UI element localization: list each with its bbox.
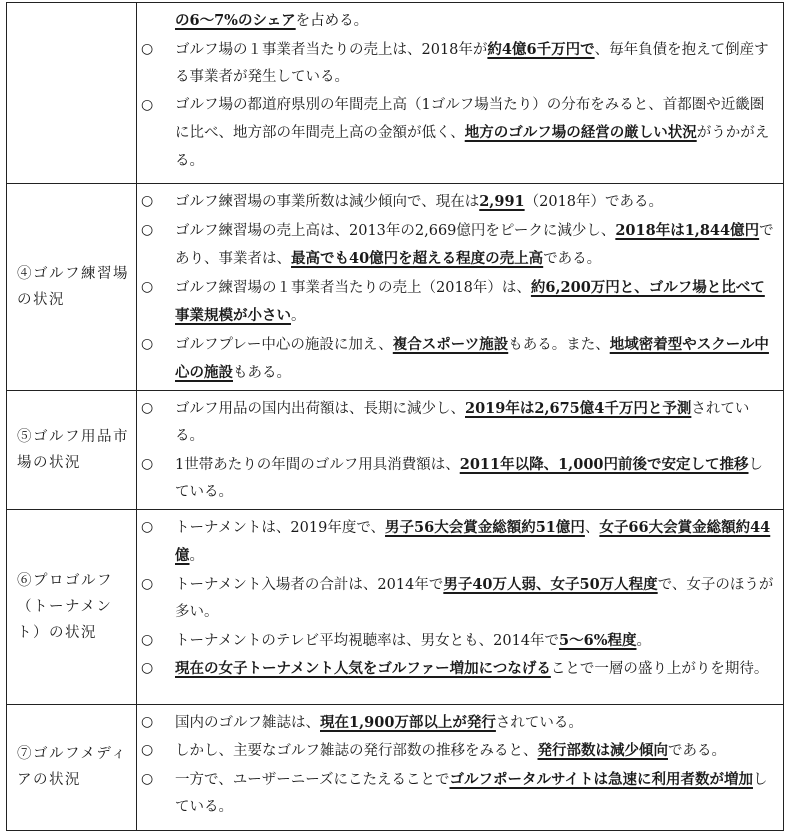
list-item-text bbox=[175, 188, 775, 217]
plain-text: がうかがえる。 bbox=[175, 125, 770, 169]
list-item bbox=[141, 395, 775, 451]
emphasis-text: 現在1,900万部以上が発行 bbox=[320, 713, 496, 731]
list-item-text bbox=[175, 766, 775, 822]
section-body-cell bbox=[137, 390, 784, 509]
list-item-text bbox=[175, 571, 775, 627]
golf-industry-table bbox=[6, 2, 784, 831]
plain-text: で、女子のほうが多い。 bbox=[175, 576, 774, 620]
section-row bbox=[7, 509, 784, 704]
plain-text: である。 bbox=[543, 251, 602, 267]
plain-text: ことで一層の盛り上がりを期待。 bbox=[550, 661, 769, 677]
emphasis-text: 地方のゴルフ場の経営の厳しい状況 bbox=[464, 124, 697, 141]
list-item bbox=[141, 451, 775, 507]
section-category-cell bbox=[7, 390, 137, 509]
plain-text: であり、事業者は、 bbox=[175, 222, 774, 267]
emphasis-text: 地域密着型やスクール中心の施設 bbox=[175, 335, 769, 381]
emphasis-text: 5〜6%程度 bbox=[559, 631, 637, 649]
list-item-text bbox=[175, 331, 775, 388]
plain-text: である。 bbox=[668, 743, 726, 759]
list-item-text bbox=[175, 709, 775, 738]
plain-text: されている。 bbox=[495, 714, 583, 731]
plain-text: ゴルフ場の都道府県別の年間売上高（1ゴルフ場当たり）の分布をみると、首都圏や近畿圏に比べ、地方部の年間売上高の金額が低く、 bbox=[175, 96, 765, 141]
emphasis-text: 2019年は2,675億4千万円と予測 bbox=[465, 399, 692, 417]
plain-text: を占める。 bbox=[295, 13, 369, 29]
emphasis-text: 男子56大会賞金総額約51億円 bbox=[385, 518, 585, 536]
plain-text: ゴルフ練習場の売上高は、2013年の2,669億円をピークに減少し、 bbox=[175, 222, 616, 239]
emphasis-text: 男子40万人弱、女子50万人程度 bbox=[443, 575, 658, 593]
plain-text: ゴルフ練習場の１事業者当たりの売上（2018年）は、 bbox=[175, 279, 531, 296]
plain-text: ゴルフプレー中心の施設に加え、 bbox=[175, 336, 393, 353]
list-item bbox=[141, 571, 775, 627]
bullet-circle-icon: ○ bbox=[141, 221, 154, 238]
emphasis-text: 2,991 bbox=[479, 193, 525, 210]
emphasis-text: 女子66大会賞金総額約44億 bbox=[175, 518, 771, 564]
list-item bbox=[141, 737, 775, 766]
plain-text: ゴルフ場の１事業者当たりの売上は、2018年が bbox=[175, 41, 488, 58]
list-item bbox=[141, 655, 775, 684]
section-category-cell bbox=[7, 184, 137, 391]
list-item bbox=[141, 188, 775, 217]
plain-text: 一方で、ユーザーニーズにこたえることで bbox=[175, 771, 450, 788]
section-category-cell bbox=[7, 509, 137, 704]
bullet-circle-icon: ○ bbox=[141, 742, 154, 758]
plain-text: 1世帯あたりの年間のゴルフ用具消費額は、 bbox=[175, 456, 460, 473]
section-category-label: ⑦ゴルフメディアの状況 bbox=[17, 746, 128, 788]
list-item bbox=[141, 766, 775, 822]
emphasis-text: 複合スポーツ施設 bbox=[392, 335, 509, 353]
list-item bbox=[141, 92, 775, 176]
plain-text: （2018年）である。 bbox=[524, 194, 664, 210]
list-item bbox=[141, 514, 775, 571]
section-body-cell bbox=[137, 184, 784, 391]
plain-text: 。 bbox=[291, 308, 306, 324]
plain-text: トーナメントのテレビ平均視聴率は、男女とも、2014年で bbox=[175, 632, 560, 649]
section-category-label: ④ゴルフ練習場の状況 bbox=[17, 265, 129, 308]
list-item-text bbox=[175, 92, 775, 176]
list-item bbox=[141, 7, 775, 36]
list-item bbox=[141, 274, 775, 331]
plain-text: 、毎年負債を抱えて倒産する事業者が発生している。 bbox=[175, 41, 769, 85]
plain-text: しかし、主要なゴルフ雑誌の発行部数の推移をみると、 bbox=[175, 743, 538, 759]
section-row bbox=[7, 3, 784, 184]
list-item bbox=[141, 36, 775, 92]
section-category-cell bbox=[7, 3, 137, 184]
list-item-text bbox=[175, 737, 775, 766]
plain-text: ゴルフ練習場の事業所数は減少傾向で、現在は bbox=[175, 194, 480, 210]
bullet-circle-icon: ○ bbox=[141, 770, 154, 787]
plain-text: されている。 bbox=[175, 400, 750, 444]
emphasis-text: 約4億6千万円で bbox=[487, 40, 595, 58]
plain-text: 。 bbox=[636, 632, 651, 649]
bullet-circle-icon: ○ bbox=[141, 278, 154, 295]
list-item-text bbox=[175, 217, 775, 274]
emphasis-text: の6〜7%のシェア bbox=[175, 12, 296, 29]
list-item-text bbox=[175, 514, 775, 571]
plain-text: ゴルフ用品の国内出荷額は、長期に減少し、 bbox=[175, 400, 465, 417]
list-item-text bbox=[175, 451, 775, 507]
list-item-text bbox=[175, 627, 775, 656]
bullet-circle-icon: ○ bbox=[141, 193, 154, 209]
emphasis-text: 現在の女子トーナメント人気をゴルファー増加につなげる bbox=[175, 660, 551, 677]
plain-text: 国内のゴルフ雑誌は、 bbox=[175, 714, 320, 731]
list-item bbox=[141, 217, 775, 274]
section-body-cell bbox=[137, 509, 784, 704]
section-row bbox=[7, 184, 784, 391]
bullet-circle-icon: ○ bbox=[141, 40, 154, 57]
emphasis-text: 2018年は1,844億円 bbox=[615, 221, 760, 239]
bullet-circle-icon: ○ bbox=[141, 399, 154, 416]
section-row bbox=[7, 704, 784, 830]
section-row bbox=[7, 390, 784, 509]
list-item bbox=[141, 709, 775, 738]
list-item bbox=[141, 627, 775, 656]
list-item-text bbox=[175, 655, 775, 684]
plain-text: もある。 bbox=[233, 365, 291, 381]
plain-text: している。 bbox=[175, 771, 768, 815]
bullet-circle-icon: ○ bbox=[141, 518, 154, 535]
emphasis-text: 最高でも40億円を超える程度の売上高 bbox=[291, 250, 544, 267]
list-item-text bbox=[141, 7, 775, 36]
bullet-circle-icon: ○ bbox=[141, 631, 154, 648]
bullet-circle-icon: ○ bbox=[141, 575, 154, 592]
plain-text: トーナメントは、2019年度で、 bbox=[175, 519, 386, 536]
section-body-cell bbox=[137, 3, 784, 184]
section-category-label: ⑤ゴルフ用品市場の状況 bbox=[17, 428, 129, 471]
list-item-text bbox=[175, 274, 775, 331]
emphasis-text: 約6,200万円と、ゴルフ場と比べて事業規模が小さい bbox=[175, 278, 765, 324]
list-item-text bbox=[175, 395, 775, 451]
section-body-cell bbox=[137, 704, 784, 830]
emphasis-text: 2011年以降、1,000円前後で安定して推移 bbox=[459, 455, 749, 473]
bullet-circle-icon: ○ bbox=[141, 96, 154, 113]
plain-text: 、 bbox=[584, 519, 600, 536]
bullet-circle-icon: ○ bbox=[141, 335, 154, 352]
section-category-label: ⑥プロゴルフ（トーナメント）の状況 bbox=[17, 572, 113, 641]
section-category-cell bbox=[7, 704, 137, 830]
emphasis-text: ゴルフポータルサイトは急速に利用者数が増加 bbox=[449, 770, 753, 788]
plain-text: している。 bbox=[175, 456, 763, 500]
bullet-circle-icon: ○ bbox=[141, 455, 154, 472]
list-item bbox=[141, 331, 775, 388]
plain-text: 。 bbox=[189, 548, 204, 564]
list-item-text bbox=[175, 36, 775, 92]
plain-text: トーナメント入場者の合計は、2014年で bbox=[175, 576, 444, 593]
emphasis-text: 発行部数は減少傾向 bbox=[537, 742, 668, 759]
plain-text: もある。また、 bbox=[508, 336, 610, 353]
bullet-circle-icon: ○ bbox=[141, 660, 154, 676]
bullet-circle-icon: ○ bbox=[141, 713, 154, 730]
